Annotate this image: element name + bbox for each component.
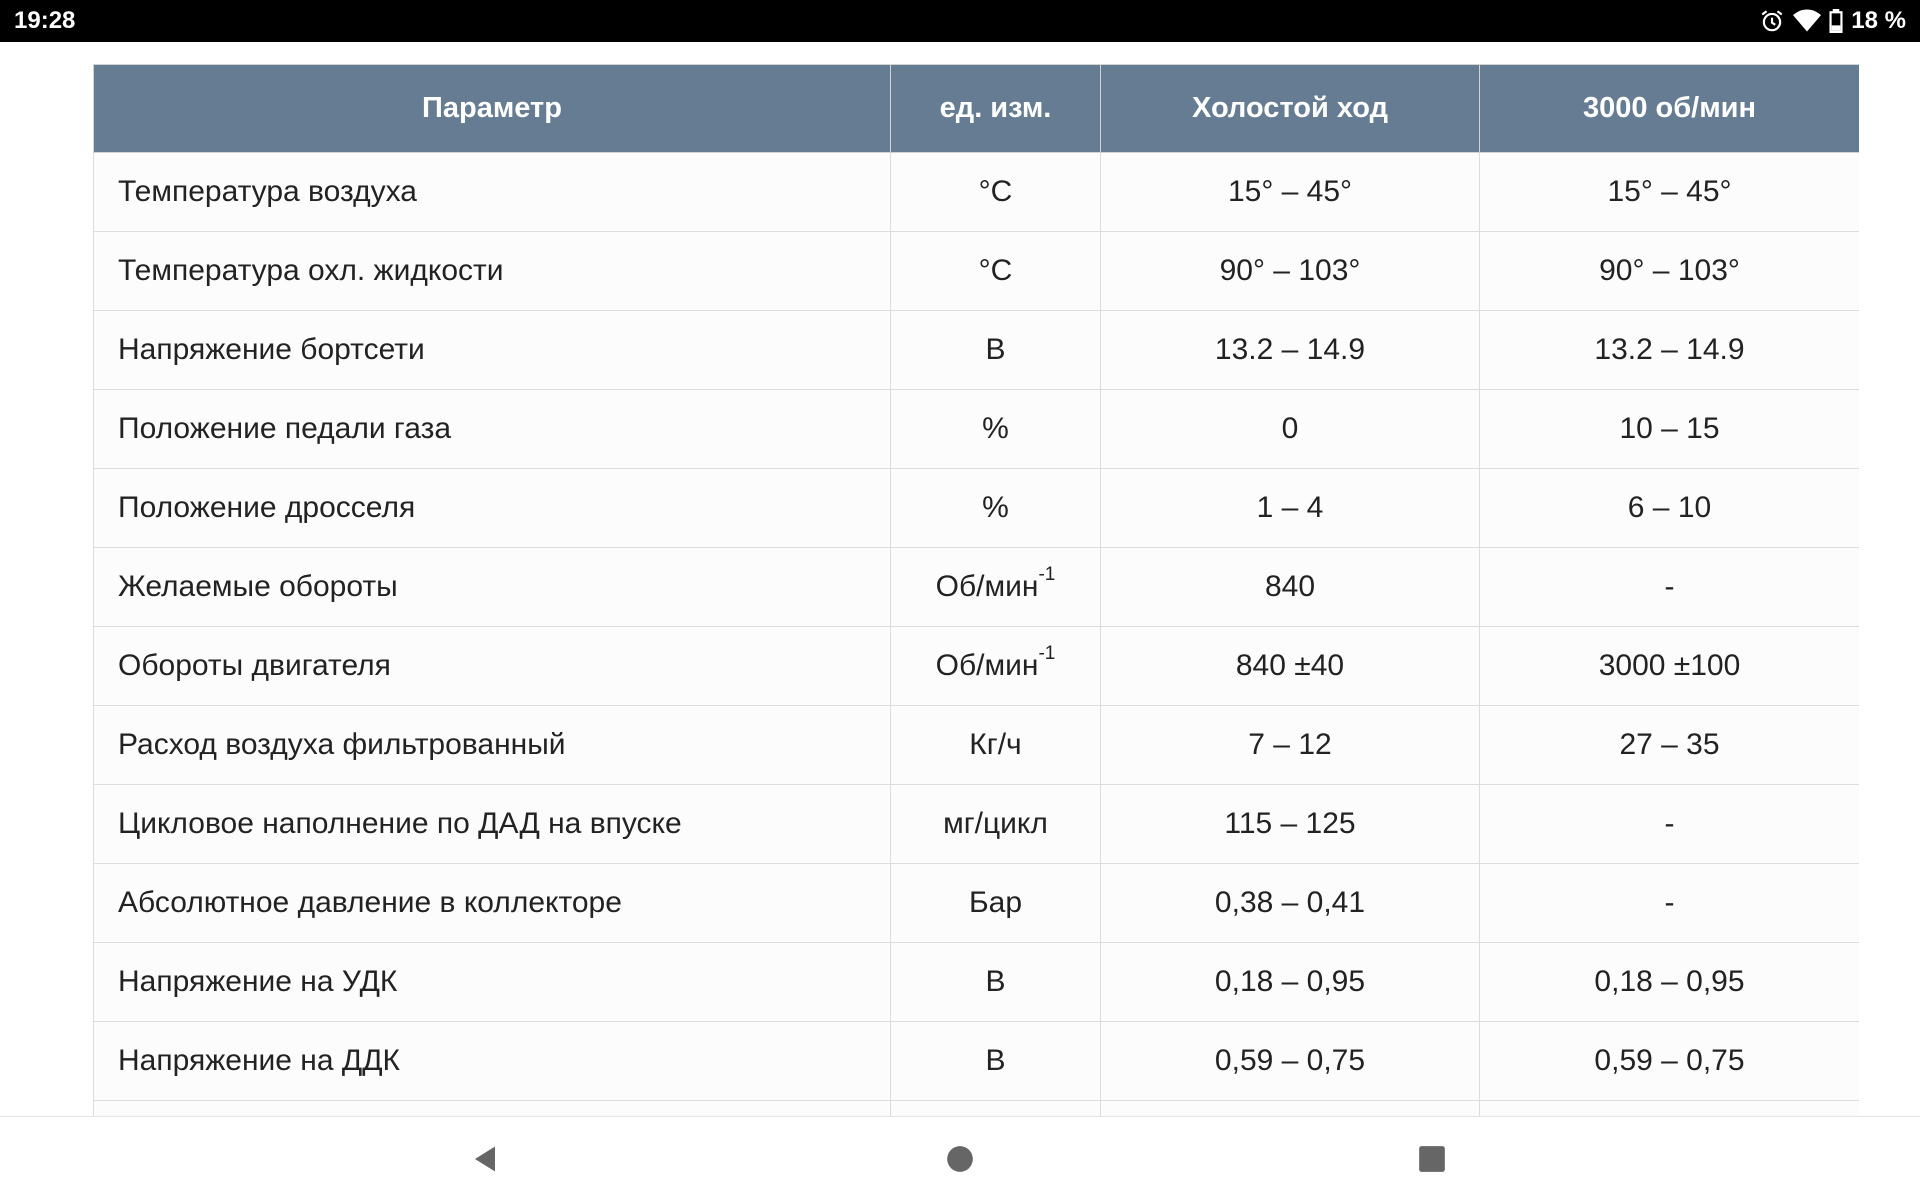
cell-param: Желаемые обороты <box>94 548 891 627</box>
cell-idle: 0,59 – 0,75 <box>1101 1022 1480 1101</box>
table-row <box>94 627 1860 706</box>
cell-3000rpm: 13.2 – 14.9 <box>1480 311 1860 390</box>
unit-text: В <box>985 1044 1006 1077</box>
cell-idle: 90° – 103° <box>1101 232 1480 311</box>
unit-superscript: -1 <box>1038 564 1056 585</box>
cell-3000rpm: - <box>1480 864 1860 943</box>
table-row <box>94 864 1860 943</box>
cell-3000rpm: 27 – 35 <box>1480 706 1860 785</box>
table-row <box>94 785 1860 864</box>
cell-3000rpm <box>1480 1101 1860 1117</box>
recents-icon <box>1418 1145 1446 1173</box>
unit-superscript: -1 <box>1038 643 1056 664</box>
battery-percent: 18 % <box>1851 7 1906 34</box>
table-row <box>94 232 1860 311</box>
cell-param: Напряжение бортсети <box>94 311 891 390</box>
unit-text: Кг/ч <box>969 728 1022 761</box>
cell-idle: 0,38 – 0,41 <box>1101 864 1480 943</box>
cell-3000rpm: - <box>1480 548 1860 627</box>
table-row <box>94 153 1860 232</box>
navigation-bar <box>0 1116 1920 1201</box>
cell-unit <box>891 390 1101 469</box>
unit-text: мг/цикл <box>943 807 1048 840</box>
unit-text: °C <box>978 254 1013 287</box>
cell-param: Положение дросселя <box>94 469 891 548</box>
cell-param: Напряжение на УДК <box>94 943 891 1022</box>
cell-unit <box>891 548 1101 627</box>
cell-param <box>94 1101 891 1117</box>
cell-3000rpm: 90° – 103° <box>1480 232 1860 311</box>
unit-text: Бар <box>968 886 1023 919</box>
cell-idle: 840 ±40 <box>1101 627 1480 706</box>
cell-unit <box>891 232 1101 311</box>
cell-3000rpm: 0,18 – 0,95 <box>1480 943 1860 1022</box>
cell-3000rpm: 6 – 10 <box>1480 469 1860 548</box>
table-row <box>94 390 1860 469</box>
back-icon <box>470 1144 500 1174</box>
table-scroll-container[interactable] <box>93 64 1859 1116</box>
header-idle: Холостой ход <box>1101 65 1480 153</box>
cell-param: Цикловое наполнение по ДАД на впуске <box>94 785 891 864</box>
cell-3000rpm: 0,59 – 0,75 <box>1480 1022 1860 1101</box>
table-row <box>94 1101 1860 1117</box>
status-bar <box>0 0 1920 42</box>
table-row <box>94 469 1860 548</box>
unit-text: В <box>985 965 1006 998</box>
cell-unit <box>891 311 1101 390</box>
unit-text: % <box>982 491 1009 524</box>
status-time: 19:28 <box>14 7 76 34</box>
battery-icon <box>1829 9 1843 33</box>
recents-button[interactable] <box>1412 1139 1452 1179</box>
wifi-icon <box>1793 9 1821 33</box>
cell-unit <box>891 706 1101 785</box>
home-icon <box>946 1145 974 1173</box>
status-icons <box>1759 7 1906 35</box>
cell-param: Напряжение на ДДК <box>94 1022 891 1101</box>
table-row <box>94 1022 1860 1101</box>
header-param: Параметр <box>94 65 891 153</box>
cell-param: Температура воздуха <box>94 153 891 232</box>
cell-idle: 115 – 125 <box>1101 785 1480 864</box>
cell-param: Обороты двигателя <box>94 627 891 706</box>
parameters-table <box>93 64 1859 1116</box>
cell-param: Расход воздуха фильтрованный <box>94 706 891 785</box>
cell-unit <box>891 627 1101 706</box>
cell-idle: 0 <box>1101 390 1480 469</box>
cell-param: Температура охл. жидкости <box>94 232 891 311</box>
table-row <box>94 706 1860 785</box>
cell-param: Положение педали газа <box>94 390 891 469</box>
table-header-row <box>94 65 1860 153</box>
cell-unit <box>891 153 1101 232</box>
unit-text: Об/мин <box>935 649 1039 682</box>
cell-unit <box>891 943 1101 1022</box>
table-row <box>94 943 1860 1022</box>
unit-text: Об/мин <box>935 570 1039 603</box>
alarm-icon <box>1759 8 1785 34</box>
cell-unit <box>891 864 1101 943</box>
cell-idle: 840 <box>1101 548 1480 627</box>
cell-unit <box>891 1101 1101 1117</box>
cell-idle: 0,18 – 0,95 <box>1101 943 1480 1022</box>
cell-idle: 15° – 45° <box>1101 153 1480 232</box>
cell-idle: 13.2 – 14.9 <box>1101 311 1480 390</box>
back-button[interactable] <box>465 1139 505 1179</box>
cell-3000rpm: 10 – 15 <box>1480 390 1860 469</box>
header-unit: ед. изм. <box>891 65 1101 153</box>
cell-unit <box>891 1022 1101 1101</box>
cell-idle <box>1101 1101 1480 1117</box>
cell-3000rpm: 3000 ±100 <box>1480 627 1860 706</box>
cell-unit <box>891 469 1101 548</box>
cell-idle: 7 – 12 <box>1101 706 1480 785</box>
unit-text: В <box>985 333 1006 366</box>
cell-idle: 1 – 4 <box>1101 469 1480 548</box>
unit-text: % <box>982 412 1009 445</box>
cell-param: Абсолютное давление в коллекторе <box>94 864 891 943</box>
cell-unit <box>891 785 1101 864</box>
header-3000rpm: 3000 об/мин <box>1480 65 1860 153</box>
table-row <box>94 548 1860 627</box>
home-button[interactable] <box>940 1139 980 1179</box>
unit-text: °C <box>978 175 1013 208</box>
cell-3000rpm: 15° – 45° <box>1480 153 1860 232</box>
cell-3000rpm: - <box>1480 785 1860 864</box>
table-row <box>94 311 1860 390</box>
